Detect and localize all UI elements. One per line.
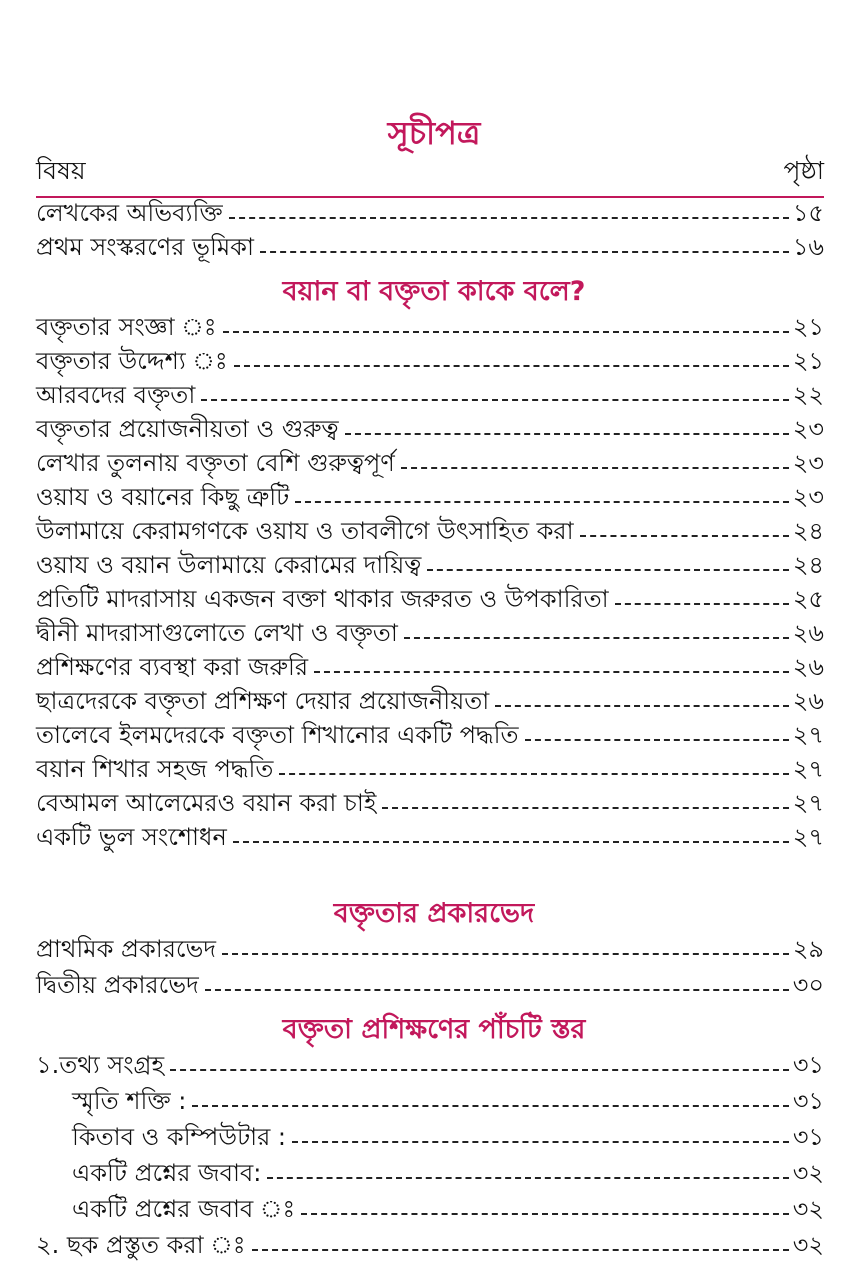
dot-leader <box>201 399 789 401</box>
entry-page-number: ২৯ <box>792 935 824 963</box>
entry-label: লেখার তুলনায় বক্তৃতা বেশি গুরুত্বপূর্ণ <box>36 449 395 477</box>
entry-label: ওয়ায ও বয়ান উলামায়ে কেরামের দায়িত্ব <box>36 551 422 579</box>
dot-leader <box>404 637 789 639</box>
toc-entry <box>36 720 824 754</box>
entry-label: কিতাব ও কম্পিউটার : <box>72 1123 287 1151</box>
toc-subentry <box>72 1122 824 1156</box>
toc-entry <box>36 550 824 584</box>
entry-label: একটি প্রশ্নের জবাব: <box>72 1159 262 1187</box>
entry-page-number: ৩২ <box>792 1195 824 1223</box>
toc-entry <box>36 380 824 414</box>
entry-label: লেখকের অভিব্যক্তি <box>36 199 223 227</box>
toc-subentry <box>72 1158 824 1192</box>
toc-entry <box>36 1230 824 1264</box>
toc-entry <box>36 618 824 652</box>
toc-entry <box>36 448 824 482</box>
toc-subentry <box>72 1086 824 1120</box>
dot-leader <box>295 501 789 503</box>
dot-leader <box>427 569 789 571</box>
toc-entry <box>36 788 824 822</box>
dot-leader <box>192 1105 788 1107</box>
toc-entry <box>36 232 824 266</box>
entry-page-number: ২৬ <box>792 619 824 647</box>
dot-leader <box>292 1141 789 1143</box>
entry-page-number: ২৩ <box>792 483 824 511</box>
dot-leader <box>382 807 788 809</box>
entry-label: বক্তৃতার প্রয়োজনীয়তা ও গুরুত্ব <box>36 415 339 443</box>
entry-page-number: ৩২ <box>792 1231 824 1259</box>
entry-label: দ্বিতীয় প্রকারভেদ <box>36 971 199 999</box>
entry-page-number: ২১ <box>792 313 824 341</box>
entry-page-number: ৩০ <box>792 971 824 999</box>
toc-entry <box>36 970 824 1004</box>
dot-leader <box>234 365 789 367</box>
toc-entry <box>36 652 824 686</box>
entry-label: ছাত্রদেরকে বক্তৃতা প্রশিক্ষণ দেয়ার প্রয়োজনীয়তা <box>36 687 490 715</box>
dot-leader <box>205 989 789 991</box>
toc-header <box>36 156 824 194</box>
dot-leader <box>170 1069 789 1071</box>
toc-entry <box>36 1050 824 1084</box>
toc-entry <box>36 754 824 788</box>
entry-label: প্রশিক্ষণের ব্যবস্থা করা জরুরি <box>36 653 309 681</box>
dot-leader <box>401 467 789 469</box>
page-title: সূচীপত্র <box>387 114 481 152</box>
entry-label: ১.তথ্য সংগ্রহ <box>36 1051 165 1079</box>
dot-leader <box>252 1249 789 1251</box>
entry-label: একটি প্রশ্নের জবাব ঃ <box>72 1195 296 1223</box>
toc-entry <box>36 312 824 346</box>
entry-page-number: ৩১ <box>792 1123 824 1151</box>
entry-page-number: ৩১ <box>792 1087 824 1115</box>
entry-page-number: ১৬ <box>792 233 824 261</box>
toc-entry <box>36 686 824 720</box>
entry-page-number: ২৭ <box>792 789 824 817</box>
toc-entry <box>36 516 824 550</box>
entry-page-number: ২৩ <box>792 415 824 443</box>
entry-label: ২. ছক প্রস্তুত করা ঃ <box>36 1231 246 1259</box>
entry-label: বক্তৃতার উদ্দেশ্য ঃ <box>36 347 228 375</box>
entry-page-number: ২৪ <box>792 551 824 579</box>
entry-page-number: ২৬ <box>792 687 824 715</box>
entry-page-number: ২৭ <box>792 823 824 851</box>
toc-subentry <box>72 1194 824 1228</box>
entry-page-number: ২২ <box>792 381 824 409</box>
dot-leader <box>314 671 789 673</box>
entry-page-number: ৩২ <box>792 1159 824 1187</box>
entry-label: বক্তৃতার সংজ্ঞা ঃ <box>36 313 217 341</box>
entry-page-number: ২৪ <box>792 517 824 545</box>
dot-leader <box>233 841 789 843</box>
entry-label: প্রথম সংস্করণের ভূমিকা <box>36 233 254 261</box>
entry-label: দ্বীনী মাদরাসাগুলোতে লেখা ও বক্তৃতা <box>36 619 398 647</box>
entry-label: বেআমল আলেমেরও বয়ান করা চাই <box>36 789 377 817</box>
toc-entry <box>36 482 824 516</box>
dot-leader <box>495 705 789 707</box>
toc-entry <box>36 414 824 448</box>
dot-leader <box>345 433 789 435</box>
toc-entry <box>36 822 824 856</box>
entry-page-number: ২৬ <box>792 653 824 681</box>
dot-leader <box>525 739 789 741</box>
entry-page-number: ২৭ <box>792 721 824 749</box>
entry-page-number: ১৫ <box>792 199 824 227</box>
dot-leader <box>222 953 789 955</box>
dot-leader <box>223 331 789 333</box>
entry-label: উলামায়ে কেরামগণকে ওয়ায ও তাবলীগে উৎসাহিত করা <box>36 517 574 545</box>
entry-page-number: ২১ <box>792 347 824 375</box>
entry-label: প্রতিটি মাদরাসায় একজন বক্তা থাকার জরুরত ও উপকারিতা <box>36 585 609 613</box>
toc-entry <box>36 198 824 232</box>
toc-entry <box>36 584 824 618</box>
page-column-header: পৃষ্ঠা <box>783 156 824 185</box>
dot-leader <box>615 603 789 605</box>
dot-leader <box>301 1213 789 1215</box>
entry-page-number: ২৩ <box>792 449 824 477</box>
entry-label: একটি ভুল সংশোধন <box>36 823 227 851</box>
subject-column-header: বিষয় <box>36 156 86 185</box>
entry-label: স্মৃতি শক্তি : <box>72 1087 187 1115</box>
section-heading: বয়ান বা বক্তৃতা কাকে বলে? <box>282 276 586 307</box>
entry-label: প্রাথমিক প্রকারভেদ <box>36 935 217 963</box>
toc-entry <box>36 346 824 380</box>
section-heading: বক্তৃতা প্রশিক্ষণের পাঁচটি স্তর <box>282 1014 586 1045</box>
entry-page-number: ২৫ <box>792 585 824 613</box>
dot-leader <box>279 773 788 775</box>
dot-leader <box>229 217 789 219</box>
entry-page-number: ৩১ <box>792 1051 824 1079</box>
entry-page-number: ২৭ <box>792 755 824 783</box>
dot-leader <box>580 535 789 537</box>
dot-leader <box>267 1177 788 1179</box>
entry-label: তালেবে ইলমদেরকে বক্তৃতা শিখানোর একটি পদ্ধতি <box>36 721 519 749</box>
dot-leader <box>260 251 789 253</box>
toc-entry <box>36 934 824 968</box>
entry-label: ওয়ায ও বয়ানের কিছু ত্রুটি <box>36 483 290 511</box>
entry-label: আরবদের বক্তৃতা <box>36 381 196 409</box>
section-heading: বক্তৃতার প্রকারভেদ <box>333 898 535 929</box>
entry-label: বয়ান শিখার সহজ পদ্ধতি <box>36 755 274 783</box>
